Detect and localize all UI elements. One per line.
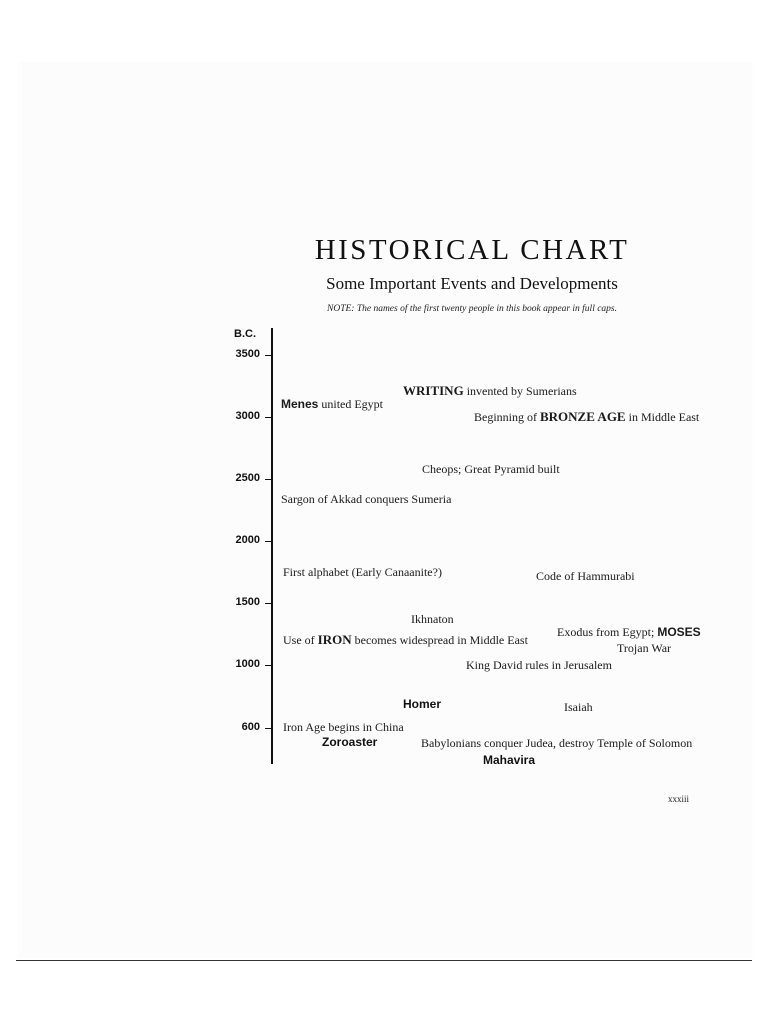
event-menes-text: united Egypt (318, 397, 384, 411)
tick-label-2500: 2500 (235, 472, 260, 484)
page-number: xxxiii (668, 794, 690, 804)
tick-label-3500: 3500 (235, 348, 260, 360)
tick-mark (265, 479, 272, 480)
event-ikhnaton: Ikhnaton (411, 612, 454, 626)
event-exodus (557, 625, 701, 640)
person-menes: Menes (281, 397, 319, 411)
event-iron-china: Iron Age begins in China (283, 720, 404, 734)
event-iron (283, 632, 528, 648)
event-iron-caps: IRON (317, 632, 352, 647)
event-writing-text: invented by Sumerians (463, 384, 577, 398)
tick-label-1000: 1000 (235, 658, 260, 670)
event-bronze-pre: Beginning of (474, 410, 540, 424)
event-menes (281, 397, 383, 412)
tick-label-600: 600 (241, 721, 260, 733)
tick-mark (265, 417, 272, 418)
person-mahavira: Mahavira (483, 753, 536, 767)
person-moses: MOSES (657, 625, 701, 639)
event-bronze-age (474, 409, 699, 425)
event-sargon: Sargon of Akkad conquers Sumeria (281, 492, 452, 506)
event-isaiah: Isaiah (564, 700, 593, 714)
bottom-divider (16, 960, 752, 961)
event-trojan-war: Trojan War (617, 641, 672, 655)
tick-label-3000: 3000 (235, 410, 260, 422)
event-exodus-text: Exodus from Egypt; (557, 625, 658, 639)
era-label: B.C. (234, 328, 256, 340)
tick-mark (265, 665, 272, 666)
event-bronze-text: in Middle East (625, 410, 700, 424)
tick-mark (265, 541, 272, 542)
event-writing (403, 383, 577, 399)
event-cheops: Cheops; Great Pyramid built (422, 462, 560, 476)
event-iron-text: becomes widespread in Middle East (351, 633, 528, 647)
person-zoroaster: Zoroaster (322, 735, 378, 749)
event-writing-caps: WRITING (403, 383, 464, 398)
event-iron-pre: Use of (283, 633, 318, 647)
tick-label-1500: 1500 (235, 596, 260, 608)
event-king-david: King David rules in Jerusalem (466, 658, 612, 672)
tick-label-2000: 2000 (235, 534, 260, 546)
tick-mark (265, 355, 272, 356)
chart-subtitle: Some Important Events and Developments (326, 274, 618, 293)
event-alphabet: First alphabet (Early Canaanite?) (283, 565, 442, 579)
event-hammurabi: Code of Hammurabi (536, 569, 635, 583)
chart-note: NOTE: The names of the first twenty people in this book appear in full caps. (327, 304, 617, 314)
page-background (18, 62, 753, 958)
event-bronze-caps: BRONZE AGE (540, 409, 626, 424)
timeline-axis (271, 328, 273, 764)
tick-mark (265, 728, 272, 729)
person-homer: Homer (403, 697, 442, 711)
event-babylonians: Babylonians conquer Judea, destroy Temple of Solomon (421, 736, 693, 750)
chart-title: HISTORICAL CHART (314, 234, 630, 266)
tick-mark (265, 603, 272, 604)
